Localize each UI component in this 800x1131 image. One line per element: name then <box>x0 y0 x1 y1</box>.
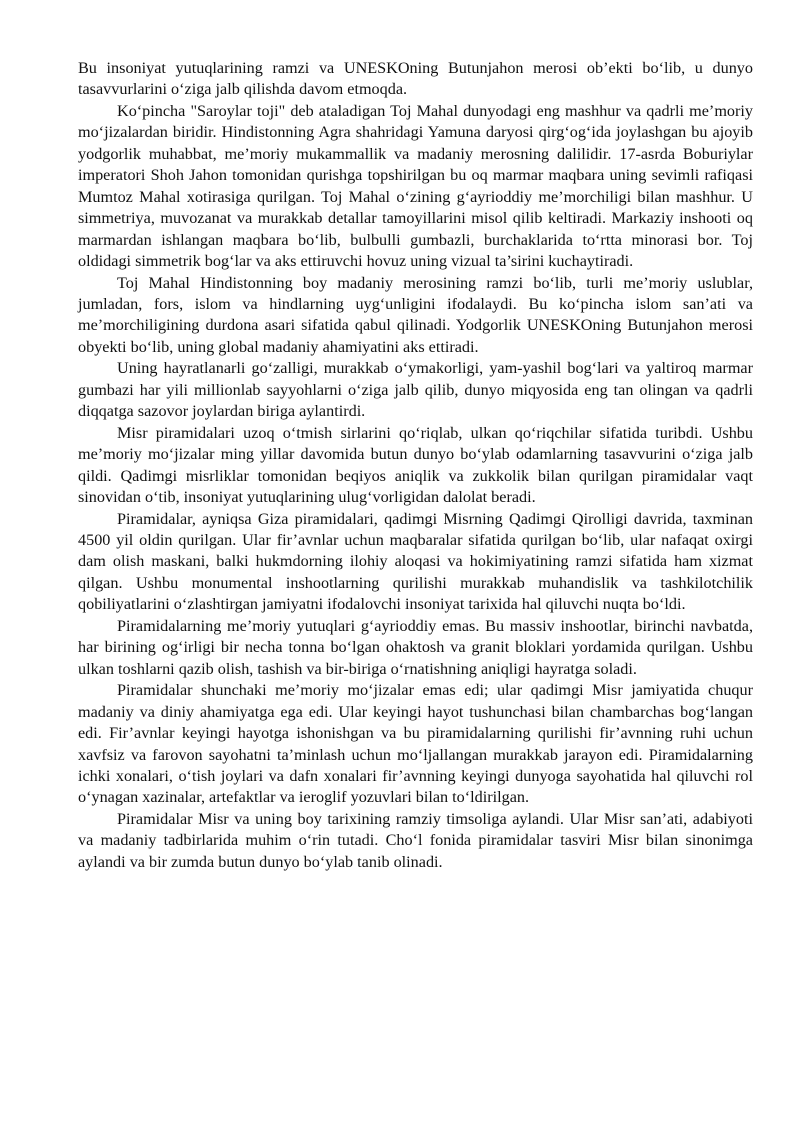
paragraph: Bu insoniyat yutuqlarining ramzi va UNESKOning Butunjahon merosi ob’ekti bo‘lib, u dunyo tasavvurlarini o‘ziga jalb qilishda davom etmoqda. <box>78 59 753 99</box>
paragraph: Ko‘pincha "Saroylar toji" deb ataladigan Toj Mahal dunyodagi eng mashhur va qadrli me’moriy mo‘jizalardan biridir. Hindistonning Agra shahridagi Yamuna daryosi qirg‘og‘ida joylashgan bu ajoyib yodgorlik muhabbat, me’moriy mukammallik va madaniy merosning dalilidir. 17-asrda Boburiylar imperatori Shoh Jahon tomonidan qurishga topshirilgan bu oq marmar maqbara uning sevimli rafiqasi Mumtoz Mahal xotirasiga qurilgan. Toj Mahal o‘zining g‘ayrioddiy me’morchiligi bilan mashhur. U simmetriya, muvozanat va murakkab detallar tamoyillarini misol qilib keltiradi. Markaziy inshooti oq marmardan ishlangan maqbara bo‘lib, bulbulli gumbazli, burchaklarida to‘rtta minorasi bor. Toj oldidagi simmetrik bog‘lar va aks ettiruvchi hovuz uning vizual ta’sirini kuchaytiradi. <box>78 101 753 271</box>
paragraph: Piramidalar, ayniqsa Giza piramidalari, qadimgi Misrning Qadimgi Qirolligi davrida, taxminan 4500 yil oldin qurilgan. Ular fir’avnlar uchun maqbaralar sifatida qurilgan bo‘lib, ular nafaqat oxirgi dam olish maskani, balki hukmdorning ilohiy aloqasi va hokimiyatining ramzi sifatida ham xizmat qilgan. Ushbu monumental inshootlarning qurilishi murakkab muhandislik va tashkilotchilik qobiliyatlarini o‘zlashtirgan jamiyatni ifodalovchi insoniyat tarixida hal qiluvchi nuqta bo‘ldi. <box>78 509 753 614</box>
document-page <box>78 58 753 873</box>
paragraph: Toj Mahal Hindistonning boy madaniy merosining ramzi bo‘lib, turli me’moriy uslublar, jumladan, fors, islom va hindlarning uyg‘unligini ifodalaydi. Bu ko‘pincha islom san’ati va me’morchiligining durdona asari sifatida qabul qilinadi. Yodgorlik UNESKOning Butunjahon merosi obyekti bo‘lib, uning global madaniy ahamiyatini aks ettiradi. <box>78 273 753 356</box>
paragraph: Misr piramidalari uzoq o‘tmish sirlarini qo‘riqlab, ulkan qo‘riqchilar sifatida turibdi. Ushbu me’moriy mo‘jizalar ming yillar davomida butun dunyo bo‘ylab odamlarning tasavvurini o‘ziga jalb qildi. Qadimgi misrliklar tomonidan beqiyos aniqlik va zukkolik bilan qurilgan piramidalar vaqt sinovidan o‘tib, insoniyat yutuqlarining ulug‘vorligidan dalolat beradi. <box>78 423 753 507</box>
paragraph: Piramidalarning me’moriy yutuqlari g‘ayrioddiy emas. Bu massiv inshootlar, birinchi navbatda, har birining og‘irligi bir necha tonna bo‘lgan ohaktosh va granit bloklari yordamida qurilgan. Ushbu ulkan toshlarni qazib olish, tashish va bir-biriga o‘rnatishning aniqligi hayratga soladi. <box>78 616 753 678</box>
paragraph: Uning hayratlanarli go‘zalligi, murakkab o‘ymakorligi, yam-yashil bog‘lari va yaltiroq marmar gumbazi har yili millionlab sayyohlarni o‘ziga jalb qilib, dunyo miqyosida eng tan olingan va qadrli diqqatga sazovor joylardan biriga aylantirdi. <box>78 359 753 421</box>
paragraph: Piramidalar shunchaki me’moriy mo‘jizalar emas edi; ular qadimgi Misr jamiyatida chuqur madaniy va diniy ahamiyatga ega edi. Ular keyingi hayot tushunchasi bilan chambarchas bog‘langan edi. Fir’avnlar keyingi hayotga ishonishgan va bu piramidalarning qurilishi fir’avnning ruhi uchun xavfsiz va farovon sayohatni ta’minlash uchun mo‘ljallangan murakkab jarayon edi. Piramidalarning ichki xonalari, o‘tish joylari va dafn xonalari fir’avnning keyingi dunyoga sayohatida hal qiluvchi rol o‘ynagan xazinalar, artefaktlar va ieroglif yozuvlari bilan to‘ldirilgan. <box>78 681 753 807</box>
paragraph: Piramidalar Misr va uning boy tarixining ramziy timsoliga aylandi. Ular Misr san’ati, adabiyoti va madaniy tadbirlarida muhim o‘rin tutadi. Cho‘l fonida piramidalar tasviri Misr bilan sinonimga aylandi va bir zumda butun dunyo bo‘ylab tanib olinadi. <box>78 809 753 871</box>
